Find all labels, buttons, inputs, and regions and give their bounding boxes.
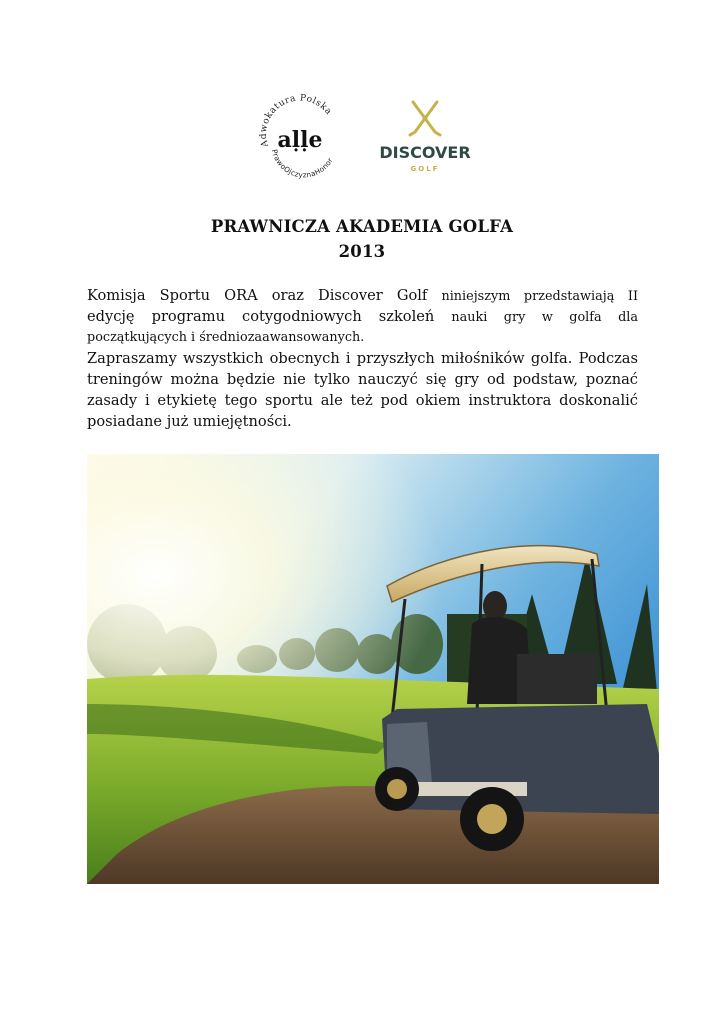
logo-ring-bottom-text: PrawoOjczyznaHonor bbox=[269, 148, 335, 180]
intro-line-2 bbox=[87, 307, 638, 328]
intro-line-1-small: niniejszym przedstawiają II bbox=[441, 289, 638, 304]
title-year: 2013 bbox=[338, 242, 386, 261]
title-line-1: PRAWNICZA AKADEMIA GOLFA bbox=[210, 217, 514, 236]
discover-golf-logo bbox=[375, 94, 475, 184]
logo-ring-top-text: Adwokatura Polska bbox=[258, 93, 334, 148]
adwokatura-polska-logo bbox=[250, 88, 350, 188]
intro-line-1 bbox=[87, 286, 638, 307]
intro-line-2-main: edycję programu cotygodniowych szkoleń bbox=[87, 308, 435, 325]
page-title bbox=[0, 214, 724, 264]
intro-line-2-small: nauki gry w golfa dla bbox=[451, 310, 639, 325]
golf-ball-icon bbox=[423, 116, 428, 121]
golf-wordmark: GOLF bbox=[410, 165, 440, 173]
svg-text:PrawoOjczyznaHonor bbox=[270, 148, 335, 179]
intro-line-1-main: Komisja Sportu ORA oraz Discover Golf bbox=[87, 287, 428, 304]
body-paragraph: Zapraszamy wszystkich obecnych i przyszłych miłośników golfa. Podczas treningów można będzie nie tylko nauczyć się gry od podstaw, poznać zasady i etykietę tego sportu ale też pod okiem instruktora doskonalić posiadane już umiejętności. bbox=[87, 350, 638, 430]
intro-paragraph bbox=[87, 286, 638, 348]
logo-row bbox=[250, 88, 480, 188]
intro-line-3: początkujących i średniozaawansowanych. bbox=[87, 330, 365, 345]
golf-cart-photo bbox=[87, 454, 659, 884]
discover-wordmark: DISCOVER bbox=[379, 143, 471, 162]
logo-monogram: aḷḷe bbox=[277, 127, 323, 153]
